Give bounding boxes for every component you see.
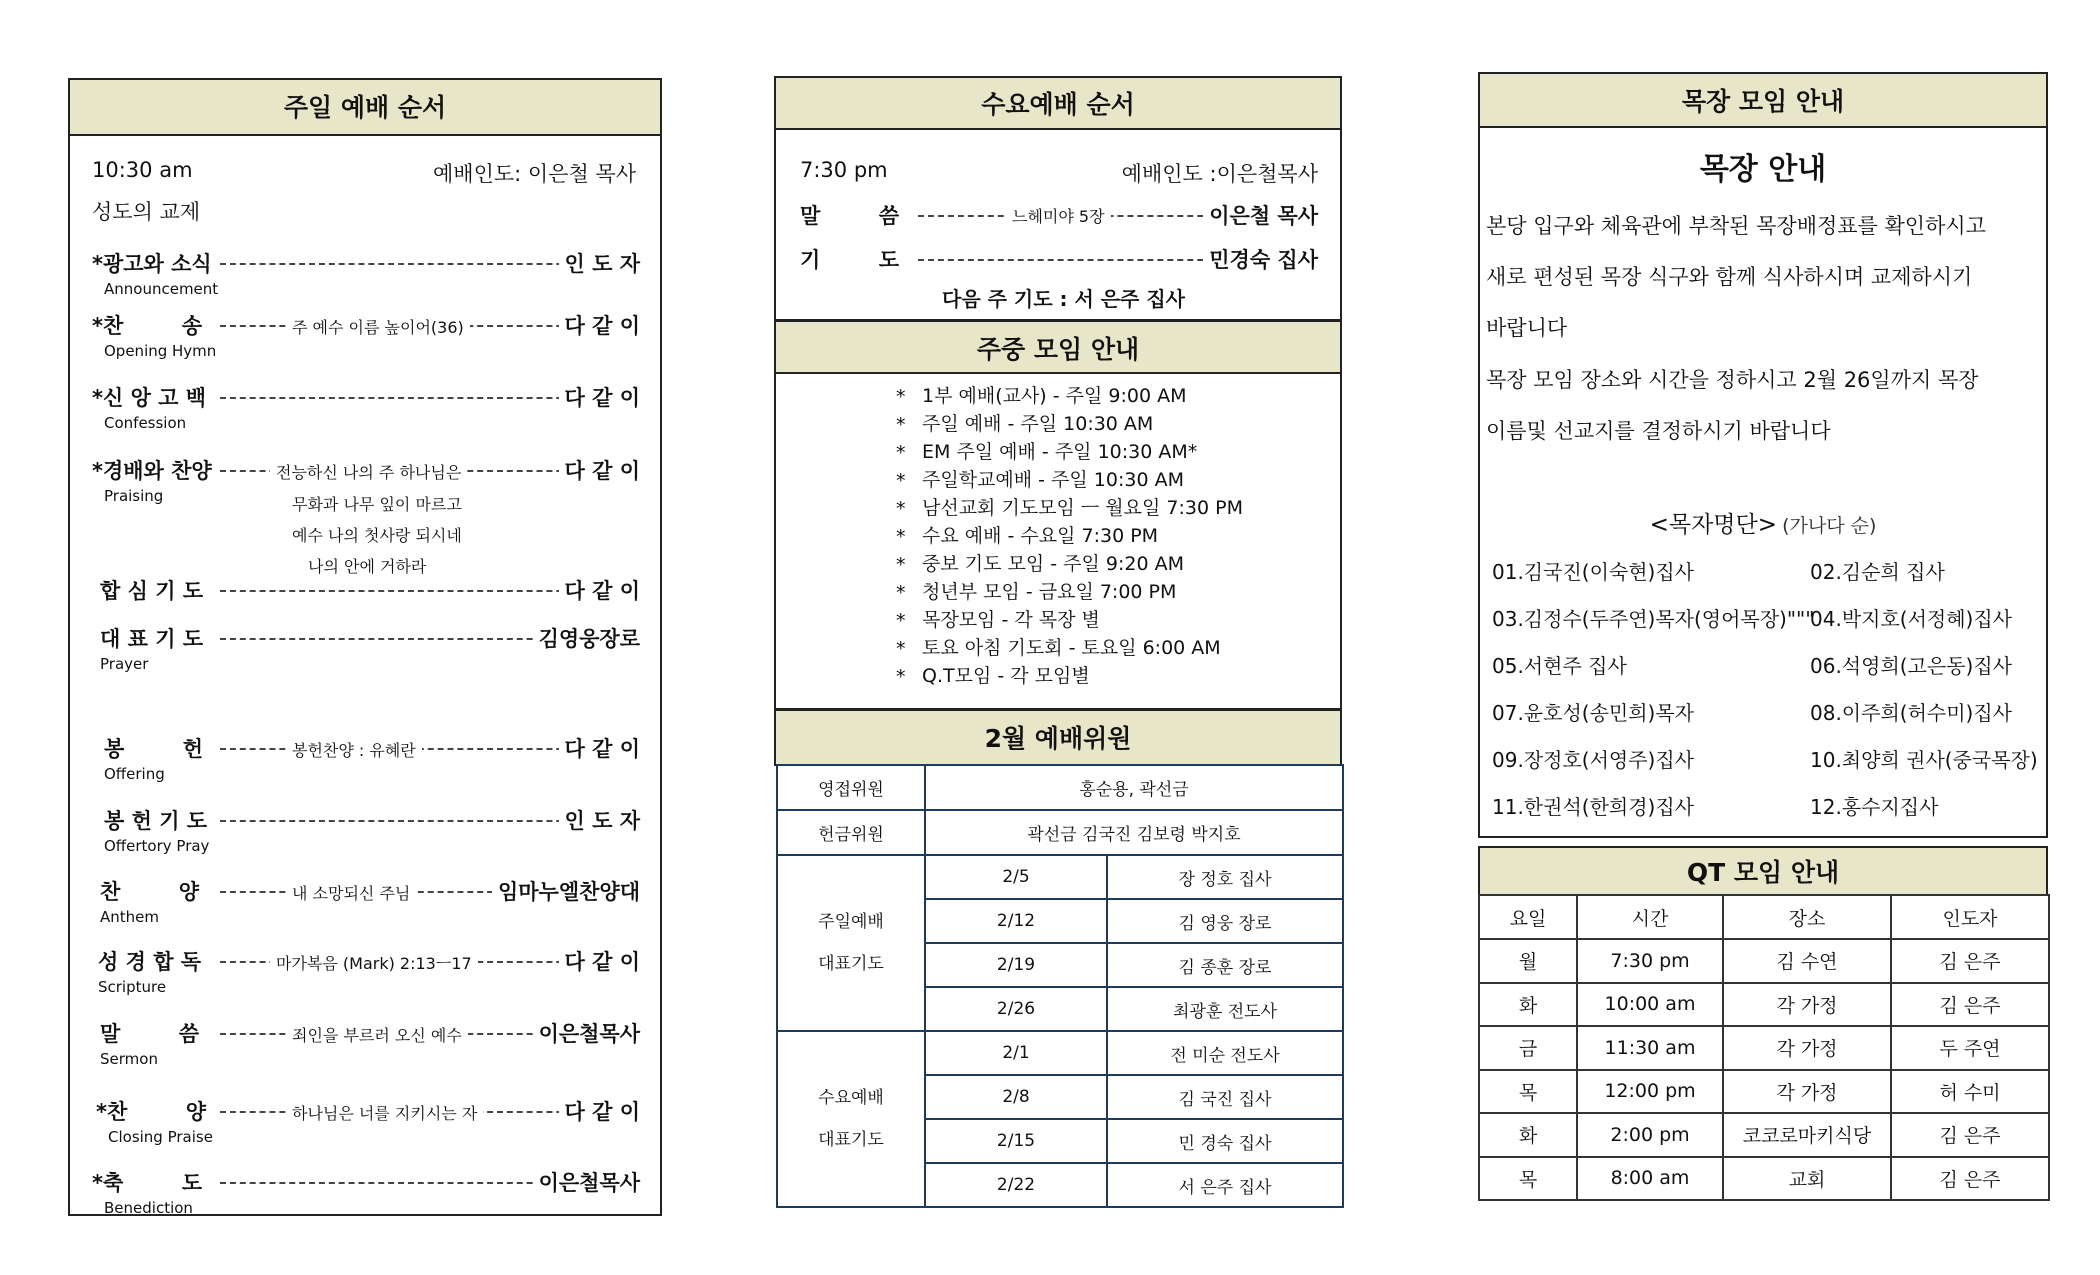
order-item-english: Prayer: [100, 655, 149, 673]
table-cell: 허 수미: [1891, 1070, 2049, 1114]
table-cell: 교회: [1723, 1157, 1891, 1201]
order-item-english: Benediction: [104, 1199, 193, 1217]
order-item-leader: 이은철목사: [533, 1018, 640, 1048]
table-cell: 10:00 am: [1577, 983, 1723, 1027]
order-item-english: Praising: [104, 487, 164, 505]
mokjang-line-4: 목장 모임 장소와 시간을 정하시고 2월 26일까지 목장: [1486, 368, 1979, 392]
leader-entry: 02.김순희 집사: [1810, 560, 1945, 584]
order-item-leader: 인 도 자: [559, 805, 640, 835]
list-item: * 중보 기도 모임 - 주일 9:20 AM: [896, 550, 1243, 578]
mokjang-panel: [1478, 72, 2048, 838]
list-item: * 남선교회 기도모임 ㅡ 월요일 7:30 PM: [896, 494, 1243, 522]
date-cell: 2/22: [925, 1163, 1107, 1207]
usher-names: 홍순용, 곽선금: [925, 765, 1343, 810]
table-cell: 7:30 pm: [1577, 939, 1723, 983]
table-cell: 김 은주: [1891, 1113, 2049, 1157]
table-cell: 목: [1479, 1157, 1577, 1201]
table-cell: 화: [1479, 1113, 1577, 1157]
name-cell: 서 은주 집사: [1107, 1163, 1343, 1207]
column-header: 시간: [1577, 895, 1723, 939]
order-item-english: Offering: [104, 765, 165, 783]
order-item-english: Anthem: [100, 908, 159, 926]
table-row: [1479, 1026, 2049, 1070]
order-item-detail: 죄인을 부르러 오신 예수: [286, 1023, 468, 1046]
qt-table: [1478, 894, 2050, 1201]
order-item-leader: 이은철목사: [533, 1167, 640, 1197]
offering-names: 곽선금 김국진 김보령 박지호: [925, 810, 1343, 855]
list-item: * 1부 예배(교사) - 주일 9:00 AM: [896, 382, 1243, 410]
order-item-name: *축 도: [92, 1167, 208, 1197]
wednesday-sermon-label: 말 씀: [800, 204, 900, 228]
committee-panel: [774, 709, 1342, 766]
sunday-order-item: [70, 946, 660, 996]
order-item-name: 봉 헌: [104, 733, 209, 763]
order-item-leader: 다 같 이: [559, 575, 640, 605]
sunday-service-title: 주일 예배 순서: [70, 80, 660, 136]
order-item-name: *찬 송: [92, 310, 208, 340]
table-cell: 각 가정: [1723, 983, 1891, 1027]
qt-title: QT 모임 안내: [1480, 848, 2046, 896]
leader-entry: 04.박지호(서정혜)집사: [1810, 607, 2012, 631]
list-item: * 수요 예배 - 수요일 7:30 PM: [896, 522, 1243, 550]
sunday-order-item: [70, 382, 660, 432]
table-cell: 월: [1479, 939, 1577, 983]
praise-song-line-3: 나의 안에 거하라: [308, 557, 427, 576]
table-cell: 두 주연: [1891, 1026, 2049, 1070]
list-item: * 주일학교예배 - 주일 10:30 AM: [896, 466, 1243, 494]
sunday-time: 10:30 am: [92, 158, 193, 182]
wednesday-prayer-label: 수요예배 대표기도: [777, 1031, 925, 1207]
list-item: * 주일 예배 - 주일 10:30 AM: [896, 410, 1243, 438]
order-item-name: *광고와 소식: [92, 248, 218, 278]
order-item-leader: 다 같 이: [559, 1096, 640, 1126]
offering-label: 헌금위원: [777, 810, 925, 855]
list-item: * 청년부 모임 - 금요일 7:00 PM: [896, 578, 1243, 606]
name-cell: 장 정호 집사: [1107, 855, 1343, 899]
praise-song-line-2: 예수 나의 첫사랑 되시네: [292, 526, 462, 545]
wednesday-service-title: 수요예배 순서: [776, 78, 1340, 130]
table-row: [1479, 1070, 2049, 1114]
order-item-leader: 다 같 이: [559, 733, 640, 763]
sunday-order-item: [70, 805, 660, 855]
date-cell: 2/8: [925, 1075, 1107, 1119]
leader-entry: 05.서현주 집사: [1492, 654, 1627, 678]
committee-title: 2월 예배위원: [776, 711, 1340, 766]
name-cell: 전 미순 전도사: [1107, 1031, 1343, 1075]
wednesday-prayer-person: 민경숙 집사: [1203, 244, 1318, 274]
column-header: 인도자: [1891, 895, 2049, 939]
order-item-name: 대 표 기 도: [100, 623, 209, 653]
order-item-detail: 전능하신 나의 주 하나님은: [270, 460, 467, 483]
leader-list-title: <목자명단>: [1649, 512, 1778, 538]
order-item-leader: 다 같 이: [559, 946, 640, 976]
usher-row: [777, 765, 1343, 810]
table-cell: 목: [1479, 1070, 1577, 1114]
mokjang-subtitle: 목장 안내: [1699, 152, 1827, 187]
wednesday-prayer-row: [776, 244, 1340, 274]
weekly-meeting-title: 주중 모임 안내: [776, 320, 1340, 374]
table-cell: 김 은주: [1891, 1157, 2049, 1201]
name-cell: 김 영웅 장로: [1107, 899, 1343, 943]
date-cell: 2/12: [925, 899, 1107, 943]
order-item-leader: 임마누엘찬양대: [492, 876, 640, 906]
wednesday-sermon-speaker: 이은철 목사: [1203, 200, 1318, 230]
date-cell: 2/19: [925, 943, 1107, 987]
name-cell: 김 종훈 장로: [1107, 943, 1343, 987]
mokjang-line-3: 바랍니다: [1486, 316, 1568, 340]
order-item-english: Sermon: [100, 1050, 158, 1068]
sunday-order-item: [70, 733, 660, 783]
sunday-order-item: [70, 248, 660, 298]
wednesday-time: 7:30 pm: [800, 158, 888, 182]
table-cell: 각 가정: [1723, 1070, 1891, 1114]
name-cell: 김 국진 집사: [1107, 1075, 1343, 1119]
leader-entry: 11.한권석(한희경)집사: [1492, 795, 1694, 819]
list-item: * Q.T모임 - 각 모임별: [896, 662, 1243, 690]
table-cell: 김 은주: [1891, 983, 2049, 1027]
order-item-leader: 김영웅장로: [533, 623, 640, 653]
order-item-detail: 봉헌찬양 : 유혜란: [286, 738, 422, 761]
leader-entry: 03.김정수(두주연)목자(영어목장)""": [1492, 607, 1815, 631]
sunday-order-item: [70, 310, 660, 360]
leader-entry: 08.이주희(허수미)집사: [1810, 701, 2012, 725]
table-row: [1479, 1113, 2049, 1157]
order-item-name: 찬 양: [100, 876, 205, 906]
table-cell: 김 수연: [1723, 939, 1891, 983]
praise-song-line-1: 무화과 나무 잎이 마르고: [292, 495, 462, 514]
date-cell: 2/5: [925, 855, 1107, 899]
qt-header-row: [1479, 895, 2049, 939]
wednesday-leader: 예배인도 :이은철목사: [1121, 162, 1318, 186]
order-item-english: Opening Hymn: [104, 342, 217, 360]
order-item-leader: 다 같 이: [559, 310, 640, 340]
table-cell: 김 은주: [1891, 939, 2049, 983]
order-item-name: 말 씀: [100, 1018, 205, 1048]
sunday-prayer-label: 주일예배 대표기도: [777, 855, 925, 1031]
order-item-leader: 다 같 이: [559, 382, 640, 412]
order-item-detail: 마가복음 (Mark) 2:13ㅡ17: [270, 951, 478, 974]
table-row: [1479, 939, 2049, 983]
table-row: [777, 855, 1343, 899]
table-cell: 12:00 pm: [1577, 1070, 1723, 1114]
weekly-meeting-list: [896, 382, 1243, 690]
wednesday-sermon-row: [776, 200, 1340, 230]
leader-entry: 10.최양희 권사(중국목장): [1810, 748, 2038, 772]
order-item-english: Announcement: [104, 280, 219, 298]
list-item: * EM 주일 예배 - 주일 10:30 AM*: [896, 438, 1243, 466]
wednesday-service-panel: [774, 76, 1342, 321]
offering-row: [777, 810, 1343, 855]
sunday-order-item: [70, 1018, 660, 1068]
order-item-name: *찬 양: [96, 1096, 212, 1126]
usher-label: 영접위원: [777, 765, 925, 810]
wednesday-prayer-label: 기 도: [800, 248, 900, 272]
name-cell: 최광훈 전도사: [1107, 987, 1343, 1031]
leader-entry: 07.윤호성(송민희)목자: [1492, 701, 1694, 725]
table-cell: 8:00 am: [1577, 1157, 1723, 1201]
name-cell: 민 경숙 집사: [1107, 1119, 1343, 1163]
weekly-meeting-panel: [774, 320, 1342, 710]
table-cell: 11:30 am: [1577, 1026, 1723, 1070]
order-item-detail: 내 소망되신 주님: [286, 881, 416, 904]
qt-panel: [1478, 846, 2048, 896]
order-item-english: Scripture: [98, 978, 167, 996]
table-cell: 금: [1479, 1026, 1577, 1070]
table-cell: 2:00 pm: [1577, 1113, 1723, 1157]
mokjang-title: 목장 모임 안내: [1480, 74, 2046, 128]
sunday-leader: 예배인도: 이은철 목사: [433, 162, 636, 186]
order-item-leader: 다 같 이: [559, 455, 640, 485]
table-row: [1479, 983, 2049, 1027]
date-cell: 2/26: [925, 987, 1107, 1031]
leader-entry: 01.김국진(이숙현)집사: [1492, 560, 1694, 584]
sunday-order-item: [70, 575, 660, 605]
date-cell: 2/15: [925, 1119, 1107, 1163]
mokjang-line-5: 이름및 선교지를 결정하시기 바랍니다: [1486, 419, 1831, 443]
order-item-name: 합 심 기 도: [100, 575, 209, 605]
column-header: 장소: [1723, 895, 1891, 939]
leader-entry: 06.석영희(고은동)집사: [1810, 654, 2012, 678]
list-item: * 목장모임 - 각 목장 별: [896, 606, 1243, 634]
fellowship-label: 성도의 교제: [92, 200, 201, 224]
mokjang-line-2: 새로 편성된 목장 식구와 함께 식사하시며 교제하시기: [1486, 265, 1973, 289]
table-cell: 화: [1479, 983, 1577, 1027]
sunday-order-item: [70, 876, 660, 926]
order-item-name: *신 앙 고 백: [92, 382, 212, 412]
table-row: [777, 1031, 1343, 1075]
table-cell: 코코로마키식당: [1723, 1113, 1891, 1157]
leader-entry: 09.장정호(서영주)집사: [1492, 748, 1694, 772]
sunday-service-panel: [68, 78, 662, 1216]
leader-list-heading: [1480, 506, 2046, 539]
order-item-leader: 인 도 자: [559, 248, 640, 278]
sunday-order-item: [70, 1096, 660, 1146]
sunday-order-item: [70, 623, 660, 673]
sunday-order-item: [70, 1167, 660, 1217]
order-item-english: Offertory Pray: [104, 837, 210, 855]
wednesday-sermon-passage: 느헤미야 5장: [1006, 204, 1111, 227]
list-item: * 토요 아침 기도회 - 토요일 6:00 AM: [896, 634, 1243, 662]
order-item-name: 성 경 합 독: [98, 946, 207, 976]
committee-table: [776, 764, 1344, 1208]
order-item-english: Closing Praise: [108, 1128, 213, 1146]
next-week-prayer: 다음 주 기도 : 서 은주 집사: [942, 287, 1185, 311]
date-cell: 2/1: [925, 1031, 1107, 1075]
order-item-detail: 하나님은 너를 지키시는 자: [286, 1101, 483, 1124]
order-item-english: Confession: [104, 414, 187, 432]
leader-entry: 12.홍수지집사: [1810, 795, 1939, 819]
order-item-name: *경배와 찬양: [92, 455, 218, 485]
order-item-name: 봉 헌 기 도: [104, 805, 213, 835]
table-cell: 각 가정: [1723, 1026, 1891, 1070]
mokjang-line-1: 본당 입구와 체육관에 부착된 목장배정표를 확인하시고: [1486, 214, 1986, 238]
table-row: [1479, 1157, 2049, 1201]
order-item-detail: 주 예수 이름 높이어(36): [286, 315, 470, 338]
column-header: 요일: [1479, 895, 1577, 939]
leader-list-note: (가나다 순): [1782, 515, 1877, 537]
